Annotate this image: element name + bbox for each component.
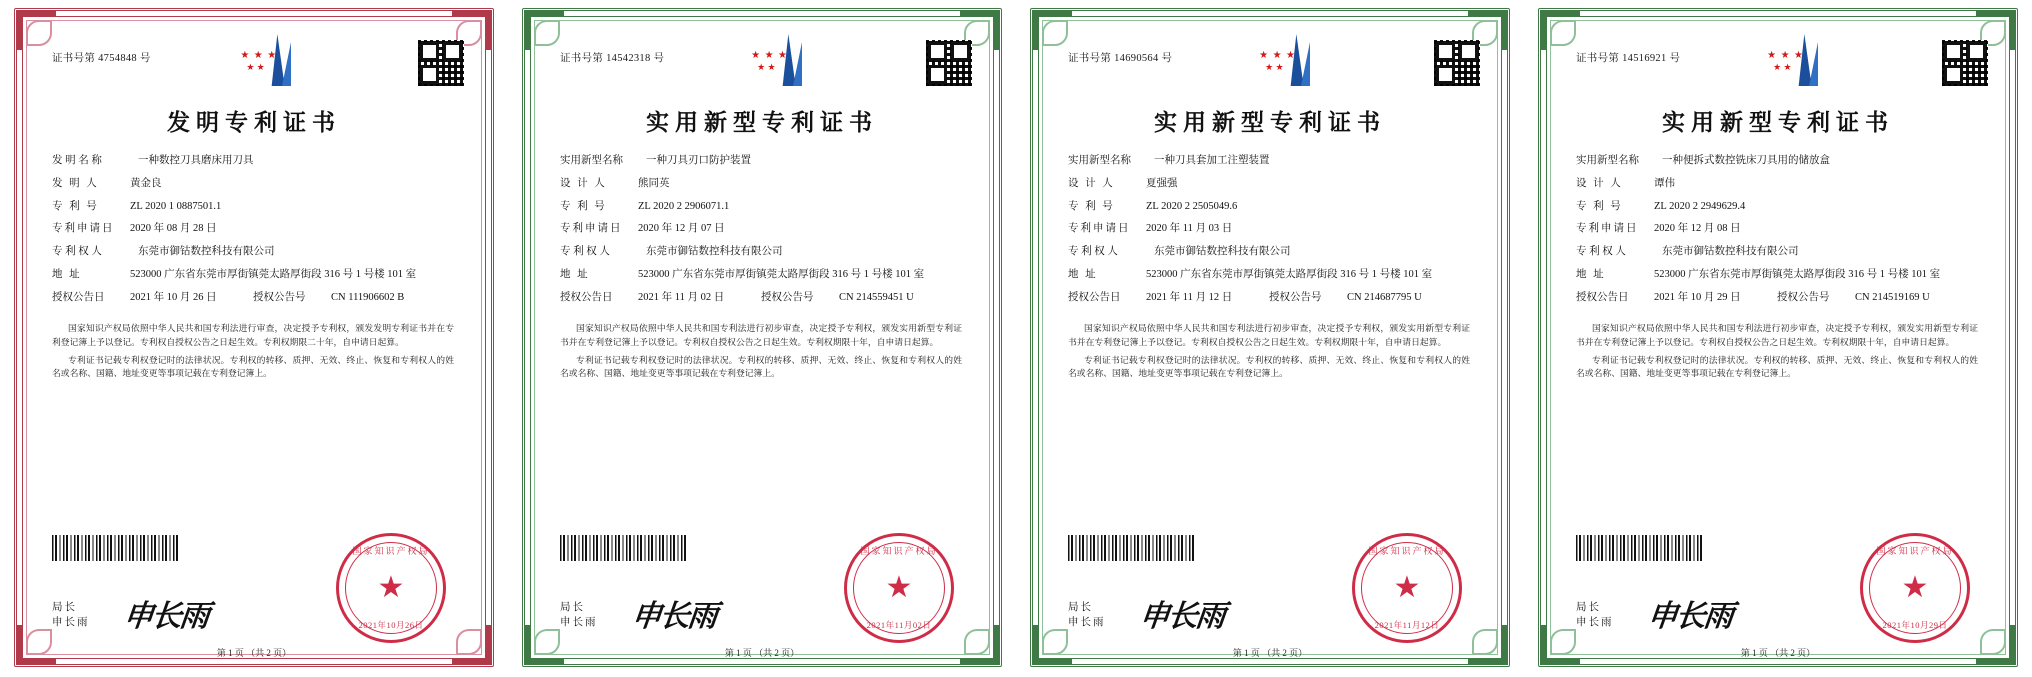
field-label: 专 利 号: [52, 200, 99, 212]
field-row: [1576, 244, 1978, 260]
certificate-header: [1562, 32, 1994, 98]
director-name: 申长雨: [52, 617, 90, 629]
field-row: [560, 153, 962, 169]
field-label: 专利申请日: [1068, 223, 1131, 235]
certificate-number: 证书号第 4754848 号: [52, 53, 151, 64]
field-value: 2020 年 12 月 08 日: [1654, 223, 1741, 235]
field-row: [1576, 153, 1978, 169]
patent-certificate: [1016, 0, 1524, 677]
field-row: [1068, 244, 1470, 260]
page-title: 发明专利证书: [167, 110, 341, 135]
director-name: 申长雨: [1576, 617, 1614, 629]
field-label: 设 计 人: [560, 177, 607, 189]
notice-number: [1777, 290, 1978, 306]
seal-date: 2021年11月02日: [866, 620, 932, 630]
legal-text: [546, 312, 978, 380]
field-label: 发 明 人: [52, 177, 99, 189]
certificate-body: [1562, 32, 1994, 657]
notice-number: [761, 290, 962, 306]
official-seal-icon: 国家知识产权局 ★ 2021年11月12日: [1352, 533, 1462, 643]
field-label: 实用新型名称: [1068, 155, 1131, 166]
field-label: 专 利 号: [560, 200, 607, 212]
field-row: [1068, 176, 1470, 192]
barcode-icon: [1576, 535, 1704, 561]
field-value: 东莞市御钴数控科技有限公司: [646, 246, 783, 258]
field-row: [560, 199, 962, 215]
official-seal-icon: 国家知识产权局 ★ 2021年11月02日: [844, 533, 954, 643]
notice-number-value: CN 214559451 U: [839, 291, 914, 303]
notice-number-label: 授权公告号: [253, 291, 306, 303]
field-row: [1576, 221, 1978, 237]
field-row: [52, 244, 454, 260]
grant-date: [1068, 290, 1269, 306]
patent-certificate: [508, 0, 1016, 677]
grant-date-label: 授权公告日: [1576, 291, 1629, 303]
field-value: 523000 广东省东莞市厚街镇莞太路厚街段 316 号 1 号楼 101 室: [130, 268, 417, 280]
field-value: 一种刀具套加工注塑装置: [1154, 155, 1270, 166]
patent-certificate: [1524, 0, 2032, 677]
field-label: 专 利 权 人: [1068, 246, 1118, 258]
field-value: 黄金良: [130, 177, 162, 189]
certificate-header: [546, 32, 978, 98]
field-value: 东莞市御钴数控科技有限公司: [1154, 246, 1291, 258]
grant-row: [560, 290, 962, 306]
field-label: 专利申请日: [1576, 223, 1639, 235]
director-title: 局长: [52, 601, 77, 613]
field-value: 夏强强: [1146, 177, 1178, 189]
seal-date: 2021年11月12日: [1374, 620, 1440, 630]
field-row: [1068, 267, 1470, 283]
barcode-icon: [560, 535, 688, 561]
director-block: [52, 600, 90, 632]
notice-number: [1269, 290, 1470, 306]
field-label: 专 利 权 人: [560, 246, 610, 258]
field-label: 实用新型名称: [1576, 155, 1639, 166]
certificate-footer: [1562, 546, 1994, 658]
legal-paragraph: 国家知识产权局依照中华人民共和国专利法进行审查，决定授予专利权，颁发发明专利证书并在专利登记簿上予以登记。专利权自授权公告之日起生效。专利权期限二十年，自申请日起算。: [52, 323, 454, 347]
director-name: 申长雨: [1068, 617, 1106, 629]
field-label: 地 址: [1576, 268, 1606, 280]
notice-number-value: CN 111906602 B: [331, 291, 405, 303]
notice-number-label: 授权公告号: [1777, 291, 1830, 303]
field-row: [1068, 221, 1470, 237]
legal-paragraph: 国家知识产权局依照中华人民共和国专利法进行初步审查，决定授予专利权，颁发实用新型专利证书并在专利登记簿上予以登记。专利权自授权公告之日起生效。专利权期限十年，自申请日起算。: [560, 323, 962, 347]
grant-date-value: 2021 年 10 月 29 日: [1654, 291, 1741, 303]
field-value: ZL 2020 2 2906071.1: [638, 200, 730, 212]
field-row: [52, 267, 454, 283]
legal-paragraph: 专利证书记载专利权登记时的法律状况。专利权的转移、质押、无效、终止、恢复和专利权人的姓名或名称、国籍、地址变更等事项记载在专利登记簿上。: [560, 354, 962, 378]
notice-number-label: 授权公告号: [1269, 291, 1322, 303]
director-title: 局长: [1576, 601, 1601, 613]
field-value: ZL 2020 2 2505049.6: [1146, 200, 1238, 212]
certificate-footer: [1054, 546, 1486, 658]
legal-paragraph: 专利证书记载专利权登记时的法律状况。专利权的转移、质押、无效、终止、恢复和专利权人的姓名或名称、国籍、地址变更等事项记载在专利登记簿上。: [1576, 354, 1978, 378]
certificate-body: [546, 32, 978, 657]
certificate-footer: [546, 546, 978, 658]
official-seal-icon: 国家知识产权局 ★ 2021年10月29日: [1860, 533, 1970, 643]
notice-number-label: 授权公告号: [761, 291, 814, 303]
legal-paragraph: 国家知识产权局依照中华人民共和国专利法进行初步审查，决定授予专利权，颁发实用新型专利证书并在专利登记簿上予以登记。专利权自授权公告之日起生效。专利权期限十年，自申请日起算。: [1576, 323, 1978, 347]
cnipa-logo-icon: ★ ★ ★ ★ ★: [749, 32, 835, 94]
cnipa-logo-icon: ★ ★ ★ ★ ★: [1257, 32, 1343, 94]
field-value: 东莞市御钴数控科技有限公司: [1662, 246, 1799, 258]
field-value: ZL 2020 1 0887501.1: [130, 200, 222, 212]
certificate-number: 证书号第 14516921 号: [1576, 53, 1681, 64]
certificate-header: [38, 32, 470, 98]
field-label: 地 址: [52, 268, 82, 280]
field-label: 地 址: [560, 268, 590, 280]
certificate-body: [1054, 32, 1486, 657]
director-block: [1576, 600, 1614, 632]
field-list: [38, 153, 470, 306]
field-row: [1576, 267, 1978, 283]
field-row: [560, 221, 962, 237]
grant-row: [52, 290, 454, 306]
field-row: [52, 221, 454, 237]
field-row: [560, 244, 962, 260]
grant-date-value: 2021 年 11 月 02 日: [638, 291, 725, 303]
director-title: 局长: [560, 601, 585, 613]
certificate-body: [38, 32, 470, 657]
signature: 申长雨: [121, 600, 210, 633]
seal-text: 国家知识产权局: [352, 546, 430, 556]
cnipa-logo-icon: ★ ★ ★ ★ ★: [1765, 32, 1851, 94]
notice-number-value: CN 214519169 U: [1855, 291, 1930, 303]
seal-text: 国家知识产权局: [1368, 546, 1446, 556]
legal-paragraph: 国家知识产权局依照中华人民共和国专利法进行初步审查，决定授予专利权，颁发实用新型专利证书并在专利登记簿上予以登记。专利权自授权公告之日起生效。专利权期限十年，自申请日起算。: [1068, 323, 1470, 347]
seal-date: 2021年10月29日: [1882, 620, 1948, 630]
legal-paragraph: 专利证书记载专利权登记时的法律状况。专利权的转移、质押、无效、终止、恢复和专利权人的姓名或名称、国籍、地址变更等事项记载在专利登记簿上。: [52, 354, 454, 378]
grant-date-label: 授权公告日: [52, 291, 105, 303]
barcode-icon: [52, 535, 180, 561]
signature: 申长雨: [1645, 600, 1734, 633]
director-name: 申长雨: [560, 617, 598, 629]
grant-row: [1068, 290, 1470, 306]
certificate-footer: [38, 546, 470, 658]
field-row: [52, 176, 454, 192]
notice-number: [253, 290, 454, 306]
grant-date-label: 授权公告日: [560, 291, 613, 303]
seal-text: 国家知识产权局: [860, 546, 938, 556]
field-label: 专 利 权 人: [1576, 246, 1626, 258]
field-label: 专 利 号: [1576, 200, 1623, 212]
field-value: 523000 广东省东莞市厚街镇莞太路厚街段 316 号 1 号楼 101 室: [638, 268, 925, 280]
legal-paragraph: 专利证书记载专利权登记时的法律状况。专利权的转移、质押、无效、终止、恢复和专利权人的姓名或名称、国籍、地址变更等事项记载在专利登记簿上。: [1068, 354, 1470, 378]
field-label: 设 计 人: [1068, 177, 1115, 189]
signature: 申长雨: [1137, 600, 1226, 633]
field-label: 专 利 权 人: [52, 246, 102, 258]
grant-row: [1576, 290, 1978, 306]
grant-date-label: 授权公告日: [1068, 291, 1121, 303]
field-list: [1562, 153, 1994, 306]
director-title: 局长: [1068, 601, 1093, 613]
field-value: 2020 年 08 月 28 日: [130, 223, 217, 235]
grant-date: [52, 290, 253, 306]
field-value: 523000 广东省东莞市厚街镇莞太路厚街段 316 号 1 号楼 101 室: [1654, 268, 1941, 280]
field-label: 专利申请日: [560, 223, 623, 235]
cnipa-logo-icon: ★ ★ ★ ★ ★: [238, 32, 324, 94]
field-label: 专 利 号: [1068, 200, 1115, 212]
field-label: 发 明 名 称: [52, 155, 102, 166]
barcode-icon: [1068, 535, 1196, 561]
page-title: 实用新型专利证书: [646, 110, 878, 135]
page-number: 第 1 页 （共 2 页）: [1232, 648, 1308, 658]
certificate-number: 证书号第 14542318 号: [560, 53, 665, 64]
field-value: 2020 年 12 月 07 日: [638, 223, 725, 235]
official-seal-icon: 国家知识产权局 ★ 2021年10月26日: [336, 533, 446, 643]
qr-code-icon: [1434, 40, 1480, 86]
page-title: 实用新型专利证书: [1662, 110, 1894, 135]
page-title: 实用新型专利证书: [1154, 110, 1386, 135]
field-label: 专利申请日: [52, 223, 115, 235]
director-block: [1068, 600, 1106, 632]
field-list: [1054, 153, 1486, 306]
field-value: 一种便拆式数控铣床刀具用的储放盒: [1662, 155, 1830, 166]
field-row: [52, 153, 454, 169]
notice-number-value: CN 214687795 U: [1347, 291, 1422, 303]
grant-date: [1576, 290, 1777, 306]
seal-date: 2021年10月26日: [358, 620, 424, 630]
legal-text: [38, 312, 470, 380]
field-row: [560, 176, 962, 192]
field-row: [560, 267, 962, 283]
field-list: [546, 153, 978, 306]
field-row: [1576, 199, 1978, 215]
field-row: [1068, 199, 1470, 215]
qr-code-icon: [1942, 40, 1988, 86]
director-block: [560, 600, 598, 632]
field-value: 一种刀具刃口防护装置: [646, 155, 751, 166]
field-value: 2020 年 11 月 03 日: [1146, 223, 1233, 235]
page-number: 第 1 页 （共 2 页）: [1740, 648, 1816, 658]
field-value: 熊同英: [638, 177, 670, 189]
certificate-header: [1054, 32, 1486, 98]
grant-date-value: 2021 年 10 月 26 日: [130, 291, 217, 303]
page-number: 第 1 页 （共 2 页）: [724, 648, 800, 658]
field-row: [52, 199, 454, 215]
field-value: ZL 2020 2 2949629.4: [1654, 200, 1746, 212]
page-number: 第 1 页 （共 2 页）: [216, 648, 292, 658]
field-row: [1576, 176, 1978, 192]
field-label: 设 计 人: [1576, 177, 1623, 189]
field-value: 谭伟: [1654, 177, 1675, 189]
signature: 申长雨: [629, 600, 718, 633]
field-value: 东莞市御钴数控科技有限公司: [138, 246, 275, 258]
field-label: 实用新型名称: [560, 155, 623, 166]
field-row: [1068, 153, 1470, 169]
seal-text: 国家知识产权局: [1876, 546, 1954, 556]
grant-date: [560, 290, 761, 306]
qr-code-icon: [926, 40, 972, 86]
field-value: 523000 广东省东莞市厚街镇莞太路厚街段 316 号 1 号楼 101 室: [1146, 268, 1433, 280]
field-label: 地 址: [1068, 268, 1098, 280]
field-value: 一种数控刀具磨床用刀具: [138, 155, 254, 166]
qr-code-icon: [418, 40, 464, 86]
grant-date-value: 2021 年 11 月 12 日: [1146, 291, 1233, 303]
legal-text: [1054, 312, 1486, 380]
certificate-number: 证书号第 14690564 号: [1068, 53, 1173, 64]
patent-certificate: [0, 0, 508, 677]
legal-text: [1562, 312, 1994, 380]
